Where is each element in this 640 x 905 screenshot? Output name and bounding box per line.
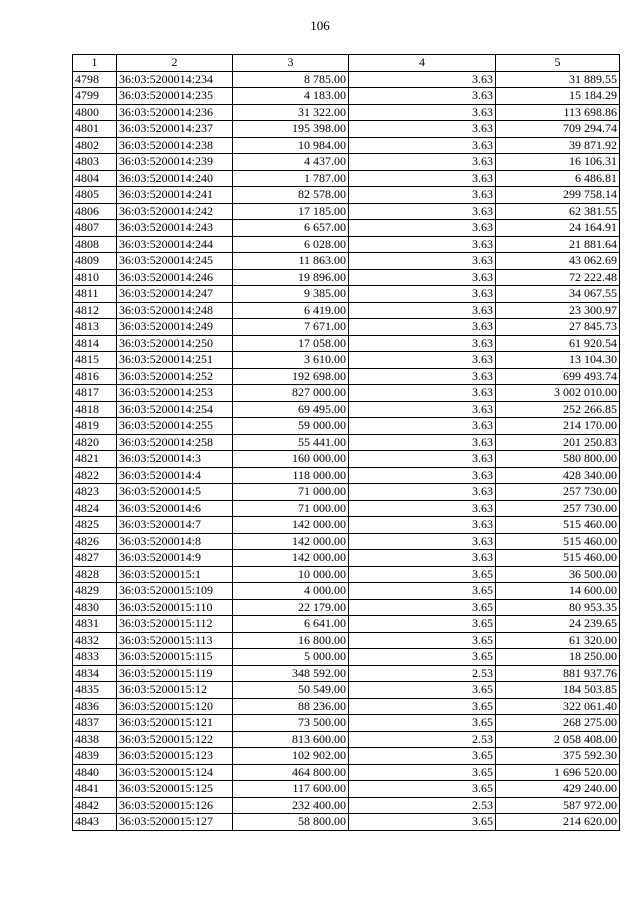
area-value: 4 000.00 xyxy=(233,583,349,600)
rate-value: 3.63 xyxy=(349,187,496,204)
area-value: 813 600.00 xyxy=(233,731,349,748)
area-value: 8 785.00 xyxy=(233,71,349,88)
cadastral-number: 36:03:5200015:122 xyxy=(117,731,233,748)
cadastral-number: 36:03:5200014:6 xyxy=(117,500,233,517)
row-number: 4805 xyxy=(73,187,117,204)
rate-value: 3.63 xyxy=(349,203,496,220)
table-row xyxy=(73,599,620,616)
row-number: 4839 xyxy=(73,748,117,765)
cadastral-number: 36:03:5200015:113 xyxy=(117,632,233,649)
column-header-5: 5 xyxy=(496,55,620,72)
row-number: 4802 xyxy=(73,137,117,154)
table-row xyxy=(73,484,620,501)
table-row xyxy=(73,236,620,253)
row-number: 4822 xyxy=(73,467,117,484)
cadastral-number: 36:03:5200015:127 xyxy=(117,814,233,831)
area-value: 11 863.00 xyxy=(233,253,349,270)
row-number: 4832 xyxy=(73,632,117,649)
cadastral-number: 36:03:5200014:258 xyxy=(117,434,233,451)
rate-value: 3.65 xyxy=(349,583,496,600)
rate-value: 3.63 xyxy=(349,467,496,484)
area-value: 142 000.00 xyxy=(233,517,349,534)
row-number: 4815 xyxy=(73,352,117,369)
cadastral-number: 36:03:5200014:8 xyxy=(117,533,233,550)
cadastral-number: 36:03:5200014:244 xyxy=(117,236,233,253)
rate-value: 3.63 xyxy=(349,533,496,550)
row-number: 4807 xyxy=(73,220,117,237)
cadastral-number: 36:03:5200015:121 xyxy=(117,715,233,732)
table-row xyxy=(73,797,620,814)
rate-value: 3.65 xyxy=(349,781,496,798)
area-value: 17 185.00 xyxy=(233,203,349,220)
rate-value: 3.63 xyxy=(349,451,496,468)
area-value: 88 236.00 xyxy=(233,698,349,715)
rate-value: 3.65 xyxy=(349,682,496,699)
area-value: 348 592.00 xyxy=(233,665,349,682)
table-row xyxy=(73,550,620,567)
total-value: 61 320.00 xyxy=(496,632,620,649)
cadastral-number: 36:03:5200015:110 xyxy=(117,599,233,616)
row-number: 4821 xyxy=(73,451,117,468)
cadastral-number: 36:03:5200015:125 xyxy=(117,781,233,798)
table-row xyxy=(73,170,620,187)
row-number: 4827 xyxy=(73,550,117,567)
cadastral-number: 36:03:5200015:115 xyxy=(117,649,233,666)
total-value: 113 698.86 xyxy=(496,104,620,121)
total-value: 21 881.64 xyxy=(496,236,620,253)
cadastral-number: 36:03:5200014:3 xyxy=(117,451,233,468)
area-value: 82 578.00 xyxy=(233,187,349,204)
total-value: 214 170.00 xyxy=(496,418,620,435)
cadastral-number: 36:03:5200015:124 xyxy=(117,764,233,781)
total-value: 1 696 520.00 xyxy=(496,764,620,781)
row-number: 4842 xyxy=(73,797,117,814)
table-row xyxy=(73,137,620,154)
row-number: 4838 xyxy=(73,731,117,748)
rate-value: 3.65 xyxy=(349,632,496,649)
total-value: 515 460.00 xyxy=(496,517,620,534)
total-value: 515 460.00 xyxy=(496,550,620,567)
cadastral-number: 36:03:5200015:119 xyxy=(117,665,233,682)
row-number: 4843 xyxy=(73,814,117,831)
cadastral-number: 36:03:5200014:238 xyxy=(117,137,233,154)
cadastral-number: 36:03:5200014:251 xyxy=(117,352,233,369)
total-value: 80 953.35 xyxy=(496,599,620,616)
rate-value: 3.63 xyxy=(349,352,496,369)
row-number: 4820 xyxy=(73,434,117,451)
total-value: 184 503.85 xyxy=(496,682,620,699)
table-row xyxy=(73,401,620,418)
table-row xyxy=(73,286,620,303)
area-value: 3 610.00 xyxy=(233,352,349,369)
total-value: 375 592.30 xyxy=(496,748,620,765)
row-number: 4828 xyxy=(73,566,117,583)
table-row xyxy=(73,352,620,369)
cadastral-number: 36:03:5200015:123 xyxy=(117,748,233,765)
row-number: 4808 xyxy=(73,236,117,253)
cadastral-number: 36:03:5200014:249 xyxy=(117,319,233,336)
rate-value: 2.53 xyxy=(349,797,496,814)
area-value: 1 787.00 xyxy=(233,170,349,187)
row-number: 4834 xyxy=(73,665,117,682)
row-number: 4825 xyxy=(73,517,117,534)
table-row xyxy=(73,748,620,765)
total-value: 27 845.73 xyxy=(496,319,620,336)
rate-value: 3.63 xyxy=(349,236,496,253)
total-value: 72 222.48 xyxy=(496,269,620,286)
area-value: 118 000.00 xyxy=(233,467,349,484)
rate-value: 3.63 xyxy=(349,253,496,270)
area-value: 73 500.00 xyxy=(233,715,349,732)
area-value: 7 671.00 xyxy=(233,319,349,336)
area-value: 142 000.00 xyxy=(233,533,349,550)
total-value: 15 184.29 xyxy=(496,88,620,105)
rate-value: 3.63 xyxy=(349,319,496,336)
table-row xyxy=(73,385,620,402)
rate-value: 3.63 xyxy=(349,434,496,451)
row-number: 4804 xyxy=(73,170,117,187)
area-value: 9 385.00 xyxy=(233,286,349,303)
table-row xyxy=(73,682,620,699)
column-header-1: 1 xyxy=(73,55,117,72)
column-header-2: 2 xyxy=(117,55,233,72)
row-number: 4817 xyxy=(73,385,117,402)
area-value: 4 437.00 xyxy=(233,154,349,171)
cadastral-number: 36:03:5200014:240 xyxy=(117,170,233,187)
row-number: 4809 xyxy=(73,253,117,270)
rate-value: 3.63 xyxy=(349,220,496,237)
area-value: 17 058.00 xyxy=(233,335,349,352)
area-value: 10 984.00 xyxy=(233,137,349,154)
table-row xyxy=(73,764,620,781)
table-row xyxy=(73,731,620,748)
table-row xyxy=(73,814,620,831)
rate-value: 3.65 xyxy=(349,649,496,666)
table-row xyxy=(73,335,620,352)
row-number: 4835 xyxy=(73,682,117,699)
rate-value: 3.63 xyxy=(349,104,496,121)
area-value: 71 000.00 xyxy=(233,500,349,517)
total-value: 257 730.00 xyxy=(496,500,620,517)
rate-value: 3.63 xyxy=(349,71,496,88)
table-row xyxy=(73,500,620,517)
area-value: 10 000.00 xyxy=(233,566,349,583)
row-number: 4841 xyxy=(73,781,117,798)
total-value: 39 871.92 xyxy=(496,137,620,154)
table-row xyxy=(73,104,620,121)
table-row xyxy=(73,368,620,385)
total-value: 14 600.00 xyxy=(496,583,620,600)
cadastral-number: 36:03:5200014:241 xyxy=(117,187,233,204)
cadastral-number: 36:03:5200014:254 xyxy=(117,401,233,418)
rate-value: 3.63 xyxy=(349,137,496,154)
row-number: 4813 xyxy=(73,319,117,336)
table-row xyxy=(73,71,620,88)
total-value: 31 889.55 xyxy=(496,71,620,88)
cadastral-number: 36:03:5200015:109 xyxy=(117,583,233,600)
table-row xyxy=(73,665,620,682)
total-value: 881 937.76 xyxy=(496,665,620,682)
rate-value: 3.65 xyxy=(349,748,496,765)
cadastral-number: 36:03:5200014:248 xyxy=(117,302,233,319)
table-row xyxy=(73,698,620,715)
row-number: 4826 xyxy=(73,533,117,550)
total-value: 2 058 408.00 xyxy=(496,731,620,748)
rate-value: 3.63 xyxy=(349,484,496,501)
total-value: 13 104.30 xyxy=(496,352,620,369)
table-body xyxy=(73,71,620,830)
table-row xyxy=(73,203,620,220)
rate-value: 3.63 xyxy=(349,286,496,303)
table-row xyxy=(73,434,620,451)
rate-value: 3.63 xyxy=(349,418,496,435)
row-number: 4803 xyxy=(73,154,117,171)
area-value: 160 000.00 xyxy=(233,451,349,468)
total-value: 268 275.00 xyxy=(496,715,620,732)
total-value: 62 381.55 xyxy=(496,203,620,220)
cadastral-number: 36:03:5200014:243 xyxy=(117,220,233,237)
area-value: 58 800.00 xyxy=(233,814,349,831)
row-number: 4801 xyxy=(73,121,117,138)
total-value: 3 002 010.00 xyxy=(496,385,620,402)
total-value: 709 294.74 xyxy=(496,121,620,138)
rate-value: 3.63 xyxy=(349,170,496,187)
rate-value: 3.63 xyxy=(349,517,496,534)
cadastral-number: 36:03:5200014:245 xyxy=(117,253,233,270)
row-number: 4829 xyxy=(73,583,117,600)
cadastral-number: 36:03:5200014:252 xyxy=(117,368,233,385)
row-number: 4816 xyxy=(73,368,117,385)
area-value: 4 183.00 xyxy=(233,88,349,105)
table-row xyxy=(73,253,620,270)
row-number: 4814 xyxy=(73,335,117,352)
total-value: 16 106.31 xyxy=(496,154,620,171)
area-value: 6 657.00 xyxy=(233,220,349,237)
cadastral-number: 36:03:5200014:234 xyxy=(117,71,233,88)
table-row xyxy=(73,566,620,583)
area-value: 31 322.00 xyxy=(233,104,349,121)
row-number: 4836 xyxy=(73,698,117,715)
row-number: 4799 xyxy=(73,88,117,105)
cadastral-number: 36:03:5200014:253 xyxy=(117,385,233,402)
rate-value: 3.63 xyxy=(349,88,496,105)
area-value: 195 398.00 xyxy=(233,121,349,138)
cadastral-number: 36:03:5200014:7 xyxy=(117,517,233,534)
rate-value: 3.65 xyxy=(349,698,496,715)
table-row xyxy=(73,533,620,550)
rate-value: 3.65 xyxy=(349,814,496,831)
total-value: 587 972.00 xyxy=(496,797,620,814)
total-value: 299 758.14 xyxy=(496,187,620,204)
area-value: 192 698.00 xyxy=(233,368,349,385)
table-row xyxy=(73,418,620,435)
total-value: 515 460.00 xyxy=(496,533,620,550)
total-value: 24 164.91 xyxy=(496,220,620,237)
area-value: 464 800.00 xyxy=(233,764,349,781)
table-row xyxy=(73,88,620,105)
table-row xyxy=(73,220,620,237)
rate-value: 2.53 xyxy=(349,731,496,748)
total-value: 34 067.55 xyxy=(496,286,620,303)
cadastral-number: 36:03:5200014:9 xyxy=(117,550,233,567)
rate-value: 3.63 xyxy=(349,302,496,319)
cadastral-number: 36:03:5200015:120 xyxy=(117,698,233,715)
row-number: 4830 xyxy=(73,599,117,616)
table-row xyxy=(73,632,620,649)
area-value: 50 549.00 xyxy=(233,682,349,699)
rate-value: 3.65 xyxy=(349,599,496,616)
cadastral-number: 36:03:5200014:237 xyxy=(117,121,233,138)
area-value: 69 495.00 xyxy=(233,401,349,418)
table-row xyxy=(73,187,620,204)
row-number: 4840 xyxy=(73,764,117,781)
area-value: 71 000.00 xyxy=(233,484,349,501)
total-value: 257 730.00 xyxy=(496,484,620,501)
area-value: 6 419.00 xyxy=(233,302,349,319)
rate-value: 3.63 xyxy=(349,550,496,567)
table-row xyxy=(73,319,620,336)
cadastral-number: 36:03:5200014:236 xyxy=(117,104,233,121)
area-value: 142 000.00 xyxy=(233,550,349,567)
row-number: 4800 xyxy=(73,104,117,121)
row-number: 4823 xyxy=(73,484,117,501)
rate-value: 3.63 xyxy=(349,154,496,171)
table-row xyxy=(73,649,620,666)
cadastral-number: 36:03:5200014:5 xyxy=(117,484,233,501)
total-value: 23 300.97 xyxy=(496,302,620,319)
table-row xyxy=(73,715,620,732)
row-number: 4798 xyxy=(73,71,117,88)
rate-value: 3.65 xyxy=(349,715,496,732)
table-row xyxy=(73,467,620,484)
cadastral-number: 36:03:5200014:255 xyxy=(117,418,233,435)
header-row xyxy=(73,55,620,72)
area-value: 59 000.00 xyxy=(233,418,349,435)
area-value: 55 441.00 xyxy=(233,434,349,451)
rate-value: 3.65 xyxy=(349,764,496,781)
total-value: 24 239.65 xyxy=(496,616,620,633)
row-number: 4811 xyxy=(73,286,117,303)
rate-value: 3.63 xyxy=(349,385,496,402)
rate-value: 3.65 xyxy=(349,616,496,633)
total-value: 6 486.81 xyxy=(496,170,620,187)
row-number: 4837 xyxy=(73,715,117,732)
cadastral-number: 36:03:5200015:12 xyxy=(117,682,233,699)
total-value: 322 061.40 xyxy=(496,698,620,715)
rate-value: 2.53 xyxy=(349,665,496,682)
area-value: 6 028.00 xyxy=(233,236,349,253)
row-number: 4831 xyxy=(73,616,117,633)
rate-value: 3.63 xyxy=(349,500,496,517)
total-value: 428 340.00 xyxy=(496,467,620,484)
total-value: 43 062.69 xyxy=(496,253,620,270)
rate-value: 3.63 xyxy=(349,269,496,286)
cadastral-number: 36:03:5200014:242 xyxy=(117,203,233,220)
cadastral-number: 36:03:5200014:250 xyxy=(117,335,233,352)
row-number: 4806 xyxy=(73,203,117,220)
area-value: 5 000.00 xyxy=(233,649,349,666)
table-row xyxy=(73,451,620,468)
area-value: 22 179.00 xyxy=(233,599,349,616)
row-number: 4812 xyxy=(73,302,117,319)
total-value: 61 920.54 xyxy=(496,335,620,352)
area-value: 16 800.00 xyxy=(233,632,349,649)
rate-value: 3.63 xyxy=(349,335,496,352)
area-value: 102 902.00 xyxy=(233,748,349,765)
table-row xyxy=(73,154,620,171)
table-row xyxy=(73,616,620,633)
area-value: 19 896.00 xyxy=(233,269,349,286)
table-row xyxy=(73,269,620,286)
row-number: 4819 xyxy=(73,418,117,435)
total-value: 214 620.00 xyxy=(496,814,620,831)
cadastral-number: 36:03:5200015:112 xyxy=(117,616,233,633)
cadastral-number: 36:03:5200015:126 xyxy=(117,797,233,814)
table-row xyxy=(73,781,620,798)
total-value: 699 493.74 xyxy=(496,368,620,385)
row-number: 4810 xyxy=(73,269,117,286)
cadastral-number: 36:03:5200014:239 xyxy=(117,154,233,171)
cadastral-number: 36:03:5200015:1 xyxy=(117,566,233,583)
row-number: 4818 xyxy=(73,401,117,418)
table-row xyxy=(73,302,620,319)
total-value: 18 250.00 xyxy=(496,649,620,666)
total-value: 429 240.00 xyxy=(496,781,620,798)
rate-value: 3.63 xyxy=(349,368,496,385)
area-value: 117 600.00 xyxy=(233,781,349,798)
total-value: 201 250.83 xyxy=(496,434,620,451)
cadastral-number: 36:03:5200014:247 xyxy=(117,286,233,303)
area-value: 6 641.00 xyxy=(233,616,349,633)
row-number: 4833 xyxy=(73,649,117,666)
total-value: 580 800.00 xyxy=(496,451,620,468)
table-row xyxy=(73,121,620,138)
column-header-3: 3 xyxy=(233,55,349,72)
table-row xyxy=(73,583,620,600)
cadastral-number: 36:03:5200014:246 xyxy=(117,269,233,286)
cadastral-number: 36:03:5200014:235 xyxy=(117,88,233,105)
rate-value: 3.65 xyxy=(349,566,496,583)
data-table xyxy=(72,54,620,831)
area-value: 827 000.00 xyxy=(233,385,349,402)
rate-value: 3.63 xyxy=(349,121,496,138)
total-value: 252 266.85 xyxy=(496,401,620,418)
area-value: 232 400.00 xyxy=(233,797,349,814)
page-number: 106 xyxy=(310,18,330,33)
table-row xyxy=(73,517,620,534)
row-number: 4824 xyxy=(73,500,117,517)
cadastral-number: 36:03:5200014:4 xyxy=(117,467,233,484)
rate-value: 3.63 xyxy=(349,401,496,418)
total-value: 36 500.00 xyxy=(496,566,620,583)
column-header-4: 4 xyxy=(349,55,496,72)
